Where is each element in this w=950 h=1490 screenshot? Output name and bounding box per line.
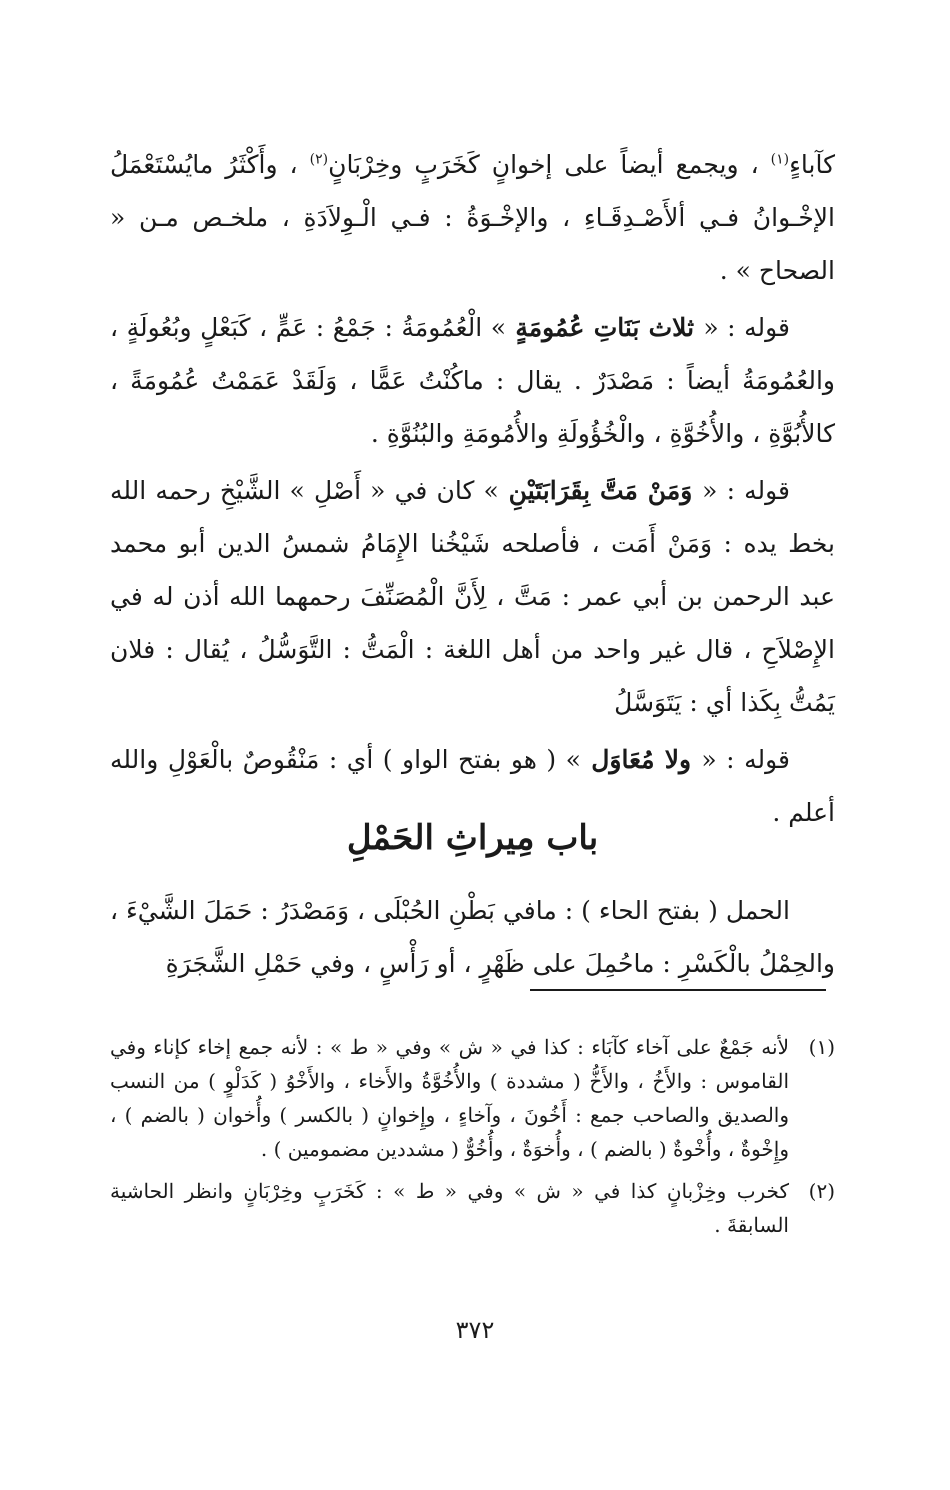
footnote-2-number: (٢) bbox=[808, 1179, 835, 1203]
para3-lead: قوله : « bbox=[702, 476, 790, 505]
para1-text-b: ، ويجمع أيضاً على إخوانٍ كَخَرَبٍ وخِرْبَانٍ bbox=[328, 150, 771, 179]
para2-keyword: ثلاث بَنَاتِ عُمُومَةٍ bbox=[506, 313, 704, 342]
chapter-paragraph: الحمل ( بفتح الحاء ) : مافي بَطْنِ الحُبْلَى ، وَمَصْدَرُ : حَمَلَ الشَّيْءَ ، والحِمْلُ بالْكَسْرِ : ماحُمِلَ على ظَهْرٍ ، أو رَأْسٍ ، وفي حَمْلِ الشَّجَرَةِ bbox=[110, 896, 835, 978]
footnote-1-number: (١) bbox=[808, 1035, 835, 1059]
paragraph-2 bbox=[110, 301, 835, 460]
footnotes bbox=[110, 1030, 835, 1250]
paragraph-3 bbox=[110, 464, 835, 729]
chapter-heading: باب مِيراثِ الحَمْلِ bbox=[346, 818, 599, 858]
para4-lead: قوله : « bbox=[701, 745, 790, 774]
page-number: ٣٧٢ bbox=[455, 1316, 495, 1344]
footnote-divider bbox=[530, 989, 826, 991]
footnote-2-text: كخرب وخِزْبانٍ كذا في « ش » وفي « ط » : كَخَرَبٍ وخِرْبَانٍ وانظر الحاشية السابقةَ . bbox=[110, 1179, 789, 1237]
footnote-1 bbox=[110, 1030, 835, 1166]
para3-keyword: وَمَنْ مَتَّ بِقَرَابَتَيْنِ bbox=[498, 476, 703, 505]
chapter-text-block bbox=[110, 884, 835, 994]
para2-text: » الْعُمُومَةُ : جَمْعُ : عَمٍّ ، كَبَعْلٍ وبُعُولَةٍ ، والعُمُومَةُ أيضاً : مَصْدَرٌ . يقال : ماكُنْتُ عَمًّا ، وَلَقَدْ عَمَمْتُ عُمُومَةً ، كالأُبُوَّةِ ، والأُخُوَّةِ ، والْخُؤُولَةِ والأُمُومَةِ والبُنُوَّةِ . bbox=[110, 313, 835, 448]
main-text bbox=[110, 138, 835, 843]
para4-text: » ( هو بفتح الواو ) أي : مَنْقُوصٌ بالْعَوْلِ والله أعلم . bbox=[110, 745, 835, 827]
footnote-1-text: لأنه جَمْعٌ على آخاء كآبَاء : كذا في « ش » وفي « ط » : لأنه جمع إخاء كإناء وفي القاموس : والأَخُ ، والأَخُّ ( مشددة ) والأُخُوَّةُ والأَخاء ، والأَخْوُ ( كَدَلْوٍ ) من النسب والصديق والصاحب جمع : أَخُونَ ، وآخاءٍ ، وإِخوانٍ ( بالكسر ) وأُخوان ( بالضم ) ، وإِخْوةٌ ، وأُخْوةٌ ( بالضم ) ، وأُخوَةٌ ، وأُخُوٌّ ( مشددين مضمومين ) . bbox=[110, 1035, 790, 1161]
para1-text-c: ، وأَكْثَرُ مايُسْتَعْمَلُ الإخْـوانُ فـي ألأَصْـدِقَـاءِ ، والإخْـوَةُ : فـي الْـوِلاَدَةِ ، ملخـص مـن « الصحاح » . bbox=[110, 150, 835, 285]
paragraph-1 bbox=[110, 138, 835, 297]
footnote-ref-2[interactable]: (٢) bbox=[309, 151, 329, 168]
para4-keyword: ولا مُعَاوَل bbox=[580, 745, 702, 774]
para2-lead: قوله : « bbox=[703, 313, 790, 342]
footnote-ref-1[interactable]: (١) bbox=[770, 151, 790, 168]
para1-text-a: كآباءٍ bbox=[789, 150, 835, 179]
footnote-2 bbox=[110, 1174, 835, 1242]
para3-text: » كان في « أَصْلِ » الشَّيْخِ رحمه الله بخط يده : وَمَنْ أَمَت ، فأصلحه شَيْخُنا الإِمَامُ شمسُ الدين أبو محمد عبد الرحمن بن أبي عمر : مَتَّ ، لِأَنَّ الْمُصَنِّفَ رحمهما الله أذن له في الإِصْلاَحِ ، قال غير واحد من أهل اللغة : الْمَتُّ : التَّوَسُّلُ ، يُقال : فلان يَمُتُّ بِكَذا أي : يَتَوَسَّلُ bbox=[110, 476, 835, 717]
